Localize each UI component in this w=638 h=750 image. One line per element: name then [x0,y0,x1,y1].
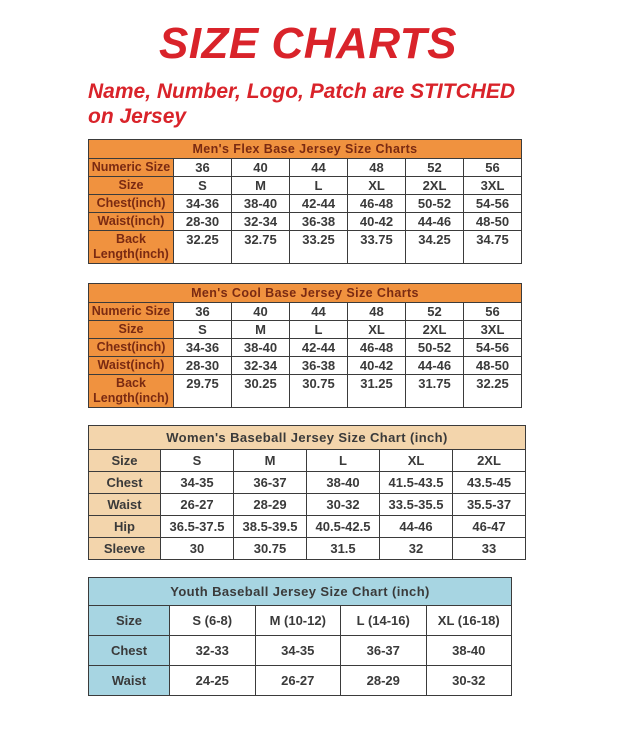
data-cell: 40-42 [348,357,406,375]
data-cell: 46-47 [453,516,526,538]
table-row [89,666,512,696]
row-label-cell: Chest [89,636,170,666]
data-cell: M (10-12) [255,606,341,636]
data-cell: L (14-16) [341,606,427,636]
table-title-row [89,284,522,303]
table-row [89,195,522,213]
data-cell: 44-46 [406,357,464,375]
data-cell: 46-48 [348,339,406,357]
data-cell: 36.5-37.5 [161,516,234,538]
row-label-cell: Chest(inch) [89,339,174,357]
table-row [89,472,526,494]
womens-baseball-size-table [88,425,526,560]
data-cell: 31.25 [348,375,406,408]
data-cell: S [174,321,232,339]
data-cell: 42-44 [290,339,348,357]
row-label-cell: Waist [89,666,170,696]
data-cell: S [174,177,232,195]
data-cell: 44 [290,303,348,321]
data-cell: 36 [174,159,232,177]
data-cell: 29.75 [174,375,232,408]
data-cell: 36-37 [234,472,307,494]
table-title: Youth Baseball Jersey Size Chart (inch) [89,578,512,606]
table-title-row [89,140,522,159]
data-cell: 3XL [464,177,522,195]
row-label-cell: Waist(inch) [89,213,174,231]
page-title: SIZE CHARTS [158,19,458,68]
data-cell: 40 [232,303,290,321]
data-cell: 30-32 [307,494,380,516]
data-cell: 35.5-37 [453,494,526,516]
row-label-cell: Chest(inch) [89,195,174,213]
data-cell: M [234,450,307,472]
data-cell: 38-40 [232,339,290,357]
table-row [89,357,522,375]
row-label-cell: Back Length(inch) [89,375,174,408]
table-row [89,303,522,321]
data-cell: 38.5-39.5 [234,516,307,538]
youth-baseball-size-table [88,577,512,696]
data-cell: 26-27 [161,494,234,516]
row-label-cell: Size [89,450,161,472]
data-cell: 48-50 [464,213,522,231]
page-subtitle [88,79,528,130]
data-cell: L [290,177,348,195]
data-cell: 38-40 [232,195,290,213]
data-cell: 44 [290,159,348,177]
data-cell: M [232,177,290,195]
table-row [89,231,522,264]
data-cell: 33 [453,538,526,560]
data-cell: 31.5 [307,538,380,560]
data-cell: 3XL [464,321,522,339]
data-cell: 32 [380,538,453,560]
data-cell: 28-30 [174,357,232,375]
data-cell: 46-48 [348,195,406,213]
data-cell: 36-38 [290,213,348,231]
data-cell: 38-40 [307,472,380,494]
data-cell: 32.25 [174,231,232,264]
table-row [89,339,522,357]
mens-cool-base-size-table [88,283,522,408]
data-cell: 56 [464,159,522,177]
row-label-cell: Size [89,177,174,195]
data-cell: XL [348,177,406,195]
row-label-cell: Size [89,606,170,636]
data-cell: 50-52 [406,195,464,213]
data-cell: 56 [464,303,522,321]
data-cell: 30-32 [426,666,512,696]
data-cell: 2XL [406,321,464,339]
data-cell: 28-29 [234,494,307,516]
data-cell: S [161,450,234,472]
data-cell: 54-56 [464,339,522,357]
data-cell: 40.5-42.5 [307,516,380,538]
data-cell: 28-30 [174,213,232,231]
table-row [89,159,522,177]
data-cell: 32.75 [232,231,290,264]
table-title-row [89,426,526,450]
data-cell: 30 [161,538,234,560]
row-label-cell: Numeric Size [89,159,174,177]
table-row [89,516,526,538]
data-cell: 28-29 [341,666,427,696]
subtitle-line-2: on Jersey [88,105,187,129]
subtitle-line-1: Name, Number, Logo, Patch are STITCHED [88,79,516,103]
data-cell: 43.5-45 [453,472,526,494]
data-cell: 34-36 [174,195,232,213]
data-cell: 52 [406,159,464,177]
data-cell: 32-34 [232,357,290,375]
table-row [89,494,526,516]
data-cell: 52 [406,303,464,321]
data-cell: 42-44 [290,195,348,213]
data-cell: 33.25 [290,231,348,264]
data-cell: L [290,321,348,339]
table-row [89,375,522,408]
mens-flex-base-size-table [88,139,522,264]
data-cell: 36-37 [341,636,427,666]
data-cell: 41.5-43.5 [380,472,453,494]
page-content [88,19,528,696]
table-title: Women's Baseball Jersey Size Chart (inch) [89,426,526,450]
data-cell: 33.75 [348,231,406,264]
data-cell: 34.25 [406,231,464,264]
data-cell: 30.75 [234,538,307,560]
data-cell: 24-25 [170,666,256,696]
table-row [89,321,522,339]
row-label-cell: Waist(inch) [89,357,174,375]
row-label-cell: Back Length(inch) [89,231,174,264]
data-cell: 30.25 [232,375,290,408]
data-cell: 30.75 [290,375,348,408]
row-label-cell: Chest [89,472,161,494]
row-label-cell: Sleeve [89,538,161,560]
table-row [89,538,526,560]
data-cell: 32-34 [232,213,290,231]
data-cell: 48-50 [464,357,522,375]
data-cell: 54-56 [464,195,522,213]
data-cell: 31.75 [406,375,464,408]
data-cell: 48 [348,159,406,177]
data-cell: 26-27 [255,666,341,696]
data-cell: M [232,321,290,339]
data-cell: XL [348,321,406,339]
table-row [89,213,522,231]
data-cell: 34-35 [161,472,234,494]
data-cell: 40-42 [348,213,406,231]
data-cell: 48 [348,303,406,321]
table-title: Men's Flex Base Jersey Size Charts [89,140,522,159]
table-row [89,177,522,195]
data-cell: 32.25 [464,375,522,408]
table-title-row [89,578,512,606]
data-cell: 38-40 [426,636,512,666]
row-label-cell: Hip [89,516,161,538]
data-cell: 2XL [406,177,464,195]
data-cell: 32-33 [170,636,256,666]
data-cell: 44-46 [380,516,453,538]
table-row [89,636,512,666]
data-cell: S (6-8) [170,606,256,636]
data-cell: 34.75 [464,231,522,264]
row-label-cell: Numeric Size [89,303,174,321]
data-cell: 36-38 [290,357,348,375]
data-cell: 2XL [453,450,526,472]
table-row [89,450,526,472]
data-cell: L [307,450,380,472]
row-label-cell: Waist [89,494,161,516]
data-cell: 40 [232,159,290,177]
data-cell: 33.5-35.5 [380,494,453,516]
row-label-cell: Size [89,321,174,339]
table-title: Men's Cool Base Jersey Size Charts [89,284,522,303]
data-cell: 44-46 [406,213,464,231]
data-cell: XL (16-18) [426,606,512,636]
data-cell: 36 [174,303,232,321]
data-cell: XL [380,450,453,472]
data-cell: 34-36 [174,339,232,357]
data-cell: 34-35 [255,636,341,666]
table-row [89,606,512,636]
data-cell: 50-52 [406,339,464,357]
